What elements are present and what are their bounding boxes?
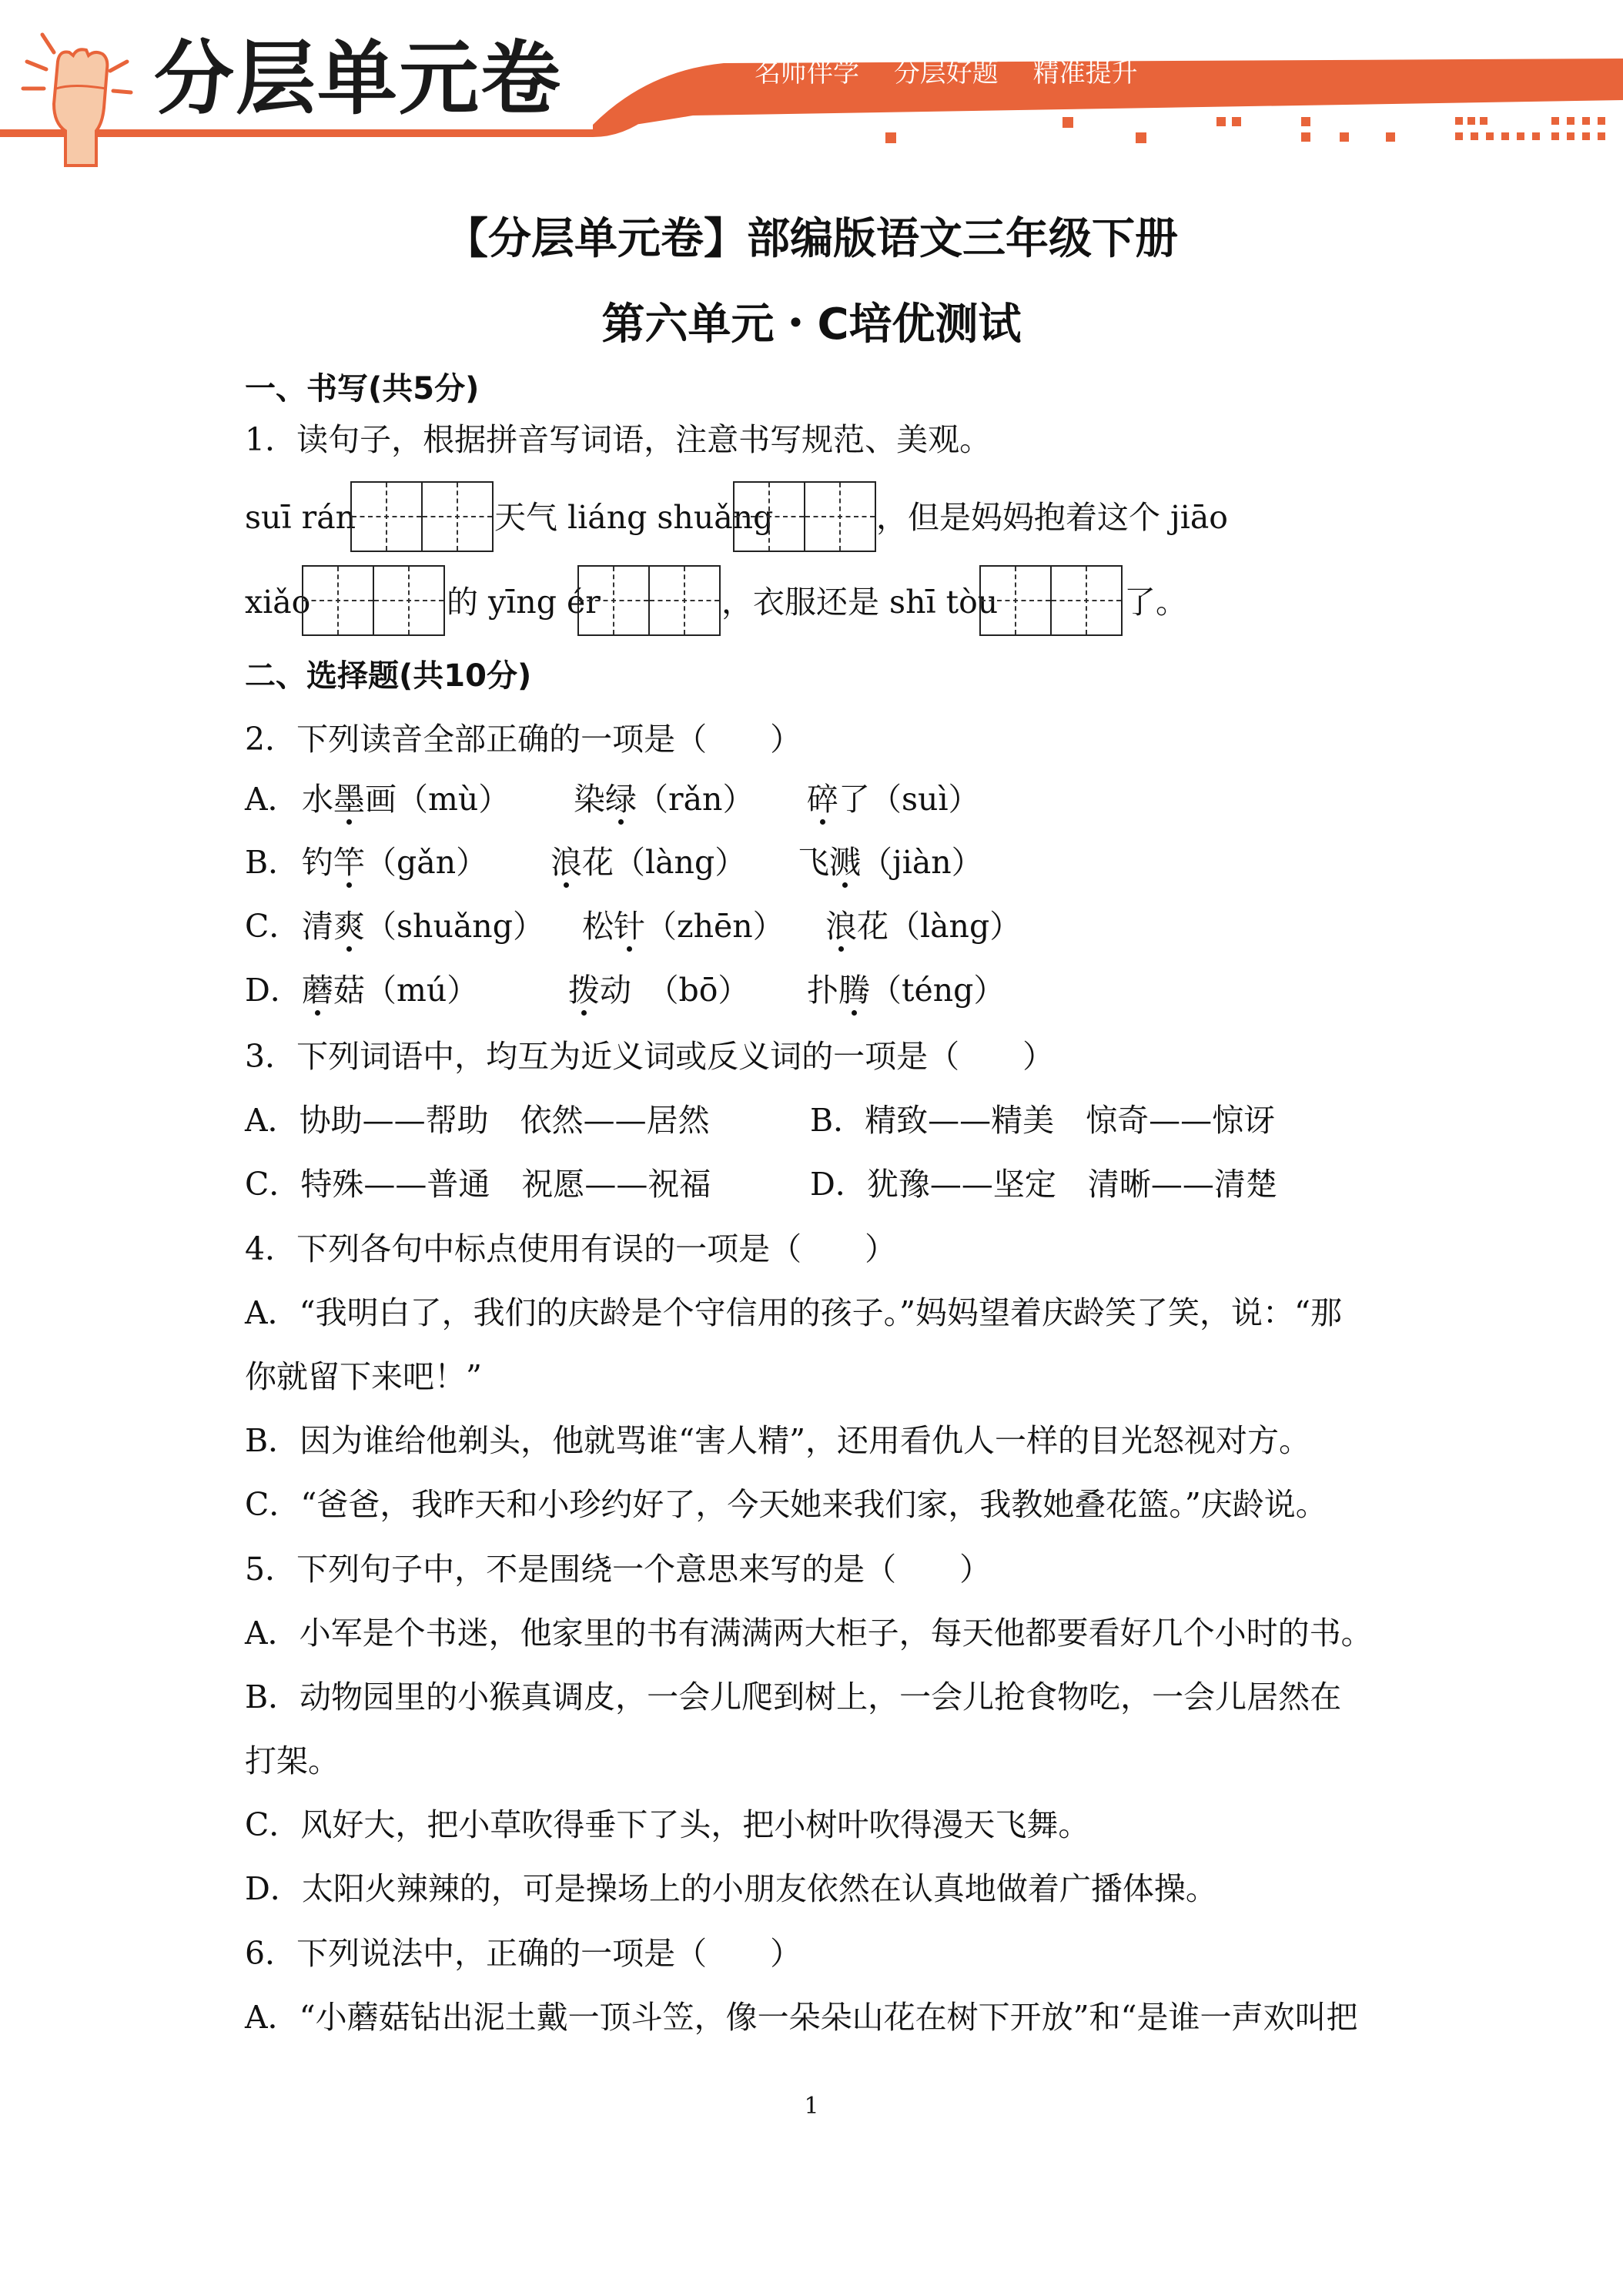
pinyin-text: 了。 [1124, 584, 1187, 621]
writing-cell[interactable] [735, 483, 805, 551]
doc-subtitle: 第六单元・C培优测试 [601, 300, 1022, 350]
option-item[interactable]: 松针（zhēn） [582, 908, 785, 945]
question-stem: 2．下列读音全部正确的一项是（ ） [245, 721, 802, 758]
option-item[interactable]: C．“爸爸，我昨天和小珍约好了，今天她来我们家，我教她叠花篮。”庆龄说。 [245, 1486, 1327, 1523]
writing-cell[interactable] [1052, 567, 1121, 634]
question-stem: 1．读句子，根据拼音写词语，注意书写规范、美观。 [245, 421, 992, 458]
page-number: 1 [804, 2093, 819, 2120]
pinyin-text: ，衣服还是 shī tòu [721, 584, 999, 621]
writing-cell[interactable] [374, 567, 443, 634]
option-item[interactable]: 浪花（làng） [550, 844, 747, 881]
slogan-item: 精准提升 [1032, 58, 1138, 89]
option-label: A． [245, 781, 300, 818]
slogan-item: 分层好题 [893, 58, 999, 89]
question-stem: 3．下列词语中，均互为近义词或反义词的一项是（ ） [245, 1038, 1055, 1075]
option-label: D． [245, 972, 302, 1009]
writing-cell[interactable] [579, 567, 650, 634]
option-item[interactable]: 染绿（rǎn） [574, 781, 755, 818]
section-heading: 二、选择题(共10分) [245, 658, 532, 694]
option-item[interactable]: 飞溅（jiàn） [798, 844, 983, 881]
option-item[interactable]: 拨动 （bō） [568, 972, 750, 1009]
option-item[interactable]: 蘑菇（mú） [302, 972, 479, 1009]
writing-cell[interactable] [352, 483, 423, 551]
option-item[interactable]: 清爽（shuǎng） [302, 908, 544, 945]
option-text-continued: 你就留下来吧！” [245, 1358, 482, 1395]
question-stem: 6．下列说法中，正确的一项是（ ） [245, 1935, 802, 1972]
writing-cell[interactable] [423, 483, 492, 551]
pinyin-text: 的 yīng ér [447, 584, 601, 621]
option-item[interactable]: B．动物园里的小猴真调皮，一会儿爬到树上，一会儿抢食物吃，一会儿居然在 [245, 1678, 1342, 1715]
writing-grid[interactable] [733, 481, 876, 552]
pinyin-text: 天气 liáng shuǎng [494, 499, 774, 536]
option-item[interactable]: 水墨画（mù） [302, 781, 510, 818]
pinyin-text: ，但是妈妈抱着这个 jiāo [876, 499, 1228, 536]
option-item[interactable]: D．太阳火辣辣的，可是操场上的小朋友依然在认真地做着广播体操。 [245, 1870, 1217, 1907]
option-item[interactable]: C．特殊——普通 祝愿——祝福 [245, 1166, 711, 1203]
option-item[interactable]: A．协助——帮助 依然——居然 [245, 1102, 710, 1139]
option-text-continued: 打架。 [245, 1742, 340, 1779]
writing-grid[interactable] [577, 565, 721, 636]
question-stem: 4．下列各句中标点使用有误的一项是（ ） [245, 1230, 897, 1267]
pinyin-text: suī rán [245, 499, 356, 536]
pinyin-text: xiǎo [245, 584, 311, 621]
writing-cell[interactable] [981, 567, 1052, 634]
option-item[interactable]: A．“小蘑菇钻出泥土戴一顶斗笠，像一朵朵山花在树下开放”和“是谁一声欢叫把 [245, 1999, 1358, 2036]
option-item[interactable]: B．精致——精美 惊奇——惊讶 [810, 1102, 1276, 1139]
option-item[interactable]: A．“我明白了，我们的庆龄是个守信用的孩子。”妈妈望着庆龄笑了笑，说：“那 [245, 1294, 1342, 1331]
doc-title: 【分层单元卷】部编版语文三年级下册 [445, 214, 1178, 264]
option-item[interactable]: 浪花（làng） [825, 908, 1022, 945]
brand-title: 分层单元卷 [154, 32, 563, 126]
writing-grid[interactable] [302, 565, 445, 636]
header-banner [0, 0, 1623, 177]
question-stem: 5．下列句子中，不是围绕一个意思来写的是（ ） [245, 1551, 992, 1588]
slogan-item: 名师伴学 [755, 58, 859, 89]
option-item[interactable]: 扑腾（téng） [807, 972, 1006, 1009]
writing-cell[interactable] [805, 483, 875, 551]
writing-grid[interactable] [350, 481, 494, 552]
section-heading: 一、书写(共5分) [245, 371, 480, 407]
option-item[interactable]: D．犹豫——坚定 清晰——清楚 [810, 1166, 1277, 1203]
fist-icon [12, 15, 142, 169]
option-item[interactable]: A．小军是个书迷，他家里的书有满满两大柜子，每天他都要看好几个小时的书。 [245, 1615, 1373, 1652]
option-item[interactable]: 碎了（suì） [807, 781, 980, 818]
option-item[interactable]: C．风好大，把小草吹得垂下了头，把小树叶吹得漫天飞舞。 [245, 1806, 1090, 1843]
writing-cell[interactable] [650, 567, 719, 634]
option-item[interactable]: 钓竿（gǎn） [302, 844, 488, 881]
writing-grid[interactable] [979, 565, 1123, 636]
slogan [755, 58, 1164, 89]
option-label: C． [245, 908, 301, 945]
option-label: B． [245, 844, 300, 881]
writing-cell[interactable] [303, 567, 374, 634]
option-item[interactable]: B．因为谁给他剃头，他就骂谁“害人精”，还用看仇人一样的目光怒视对方。 [245, 1422, 1311, 1459]
